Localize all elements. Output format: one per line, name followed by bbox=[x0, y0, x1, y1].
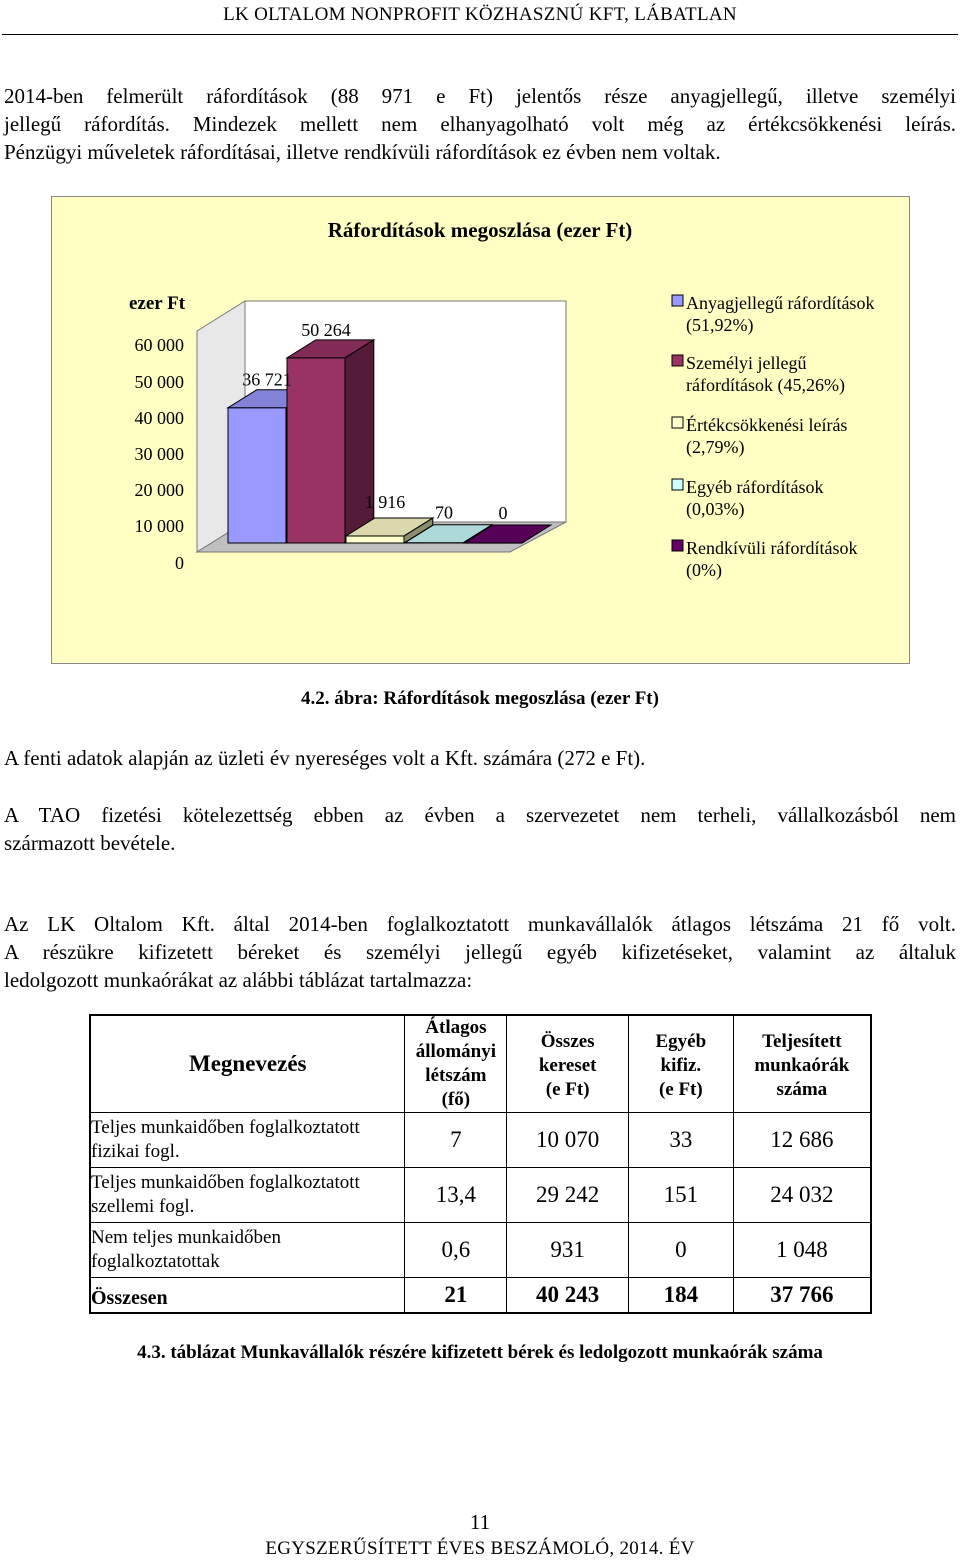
total-label: Összesen bbox=[90, 1278, 405, 1313]
legend-item bbox=[672, 353, 845, 396]
legend-label: (2,79%) bbox=[686, 437, 745, 457]
cell-total-pay: 10 070 bbox=[507, 1113, 629, 1168]
cell-hours: 24 032 bbox=[733, 1168, 871, 1223]
cell-other-pay: 33 bbox=[628, 1113, 733, 1168]
header-rule bbox=[2, 34, 958, 35]
bar-front bbox=[346, 536, 404, 543]
legend-swatch bbox=[672, 417, 683, 428]
legend-label: (0,03%) bbox=[686, 499, 745, 519]
y-tick-label: 0 bbox=[175, 553, 184, 573]
header-headcount: Átlagos állományi létszám (fő) bbox=[405, 1015, 507, 1113]
legend-label: (51,92%) bbox=[686, 315, 754, 335]
legend-item bbox=[672, 414, 847, 458]
legend-label: Értékcsökkenési leírás bbox=[686, 415, 848, 435]
y-tick-label: 50 000 bbox=[134, 372, 184, 392]
legend-label: Egyéb ráfordítások bbox=[686, 477, 824, 497]
y-tick-label: 10 000 bbox=[134, 516, 184, 536]
page-header: LK OLTALOM NONPROFIT KÖZHASZNÚ KFT, LÁBATLAN bbox=[223, 4, 737, 25]
intro-paragraph bbox=[4, 82, 956, 166]
total-pay: 40 243 bbox=[507, 1278, 629, 1313]
legend-swatch bbox=[672, 295, 683, 306]
bar-front bbox=[287, 358, 345, 543]
staff-line: ledolgozott munkaórákat az alábbi táblázat tartalmazza: bbox=[4, 968, 473, 992]
header-total-pay: Összes kereset (e Ft) bbox=[507, 1015, 629, 1113]
page-number: 11 bbox=[469, 1510, 491, 1534]
staff-table bbox=[89, 1014, 872, 1314]
y-tick-label: 40 000 bbox=[134, 408, 184, 428]
y-tick-label: 20 000 bbox=[134, 480, 184, 500]
legend-label: Személyi jellegű bbox=[686, 353, 807, 373]
bar-value-label: 36 721 bbox=[242, 369, 292, 390]
total-headcount: 21 bbox=[405, 1278, 507, 1313]
tao-paragraph bbox=[4, 801, 956, 857]
legend-label: ráfordítások (45,26%) bbox=[686, 375, 845, 395]
bar-value-label: 0 bbox=[498, 503, 508, 523]
header-name: Megnevezés bbox=[90, 1015, 405, 1113]
header-hours: Teljesített munkaórák száma bbox=[733, 1015, 871, 1113]
bar-front bbox=[228, 408, 286, 543]
y-axis-ticks bbox=[135, 335, 185, 573]
legend-label: (0%) bbox=[686, 560, 722, 580]
bar-value-label: 1 916 bbox=[364, 491, 406, 512]
cell-other-pay: 151 bbox=[628, 1168, 733, 1223]
bar-side bbox=[345, 340, 374, 543]
cell-headcount: 0,6 bbox=[405, 1223, 507, 1278]
bar-chart bbox=[52, 197, 909, 663]
tao-line: A TAO fizetési kötelezettség ebben az évben a szervezetet nem terheli, vállalkozásból nem bbox=[4, 803, 956, 827]
page-footer: EGYSZERŰSÍTETT ÉVES BESZÁMOLÓ, 2014. ÉV bbox=[265, 1538, 695, 1559]
header-other-pay: Egyéb kifiz. (e Ft) bbox=[628, 1015, 733, 1113]
legend-item bbox=[672, 477, 823, 520]
row-label: Teljes munkaidőben foglalkoztatott szellemi fogl. bbox=[90, 1168, 405, 1223]
cell-total-pay: 29 242 bbox=[507, 1168, 629, 1223]
intro-line: Pénzügyi műveletek ráfordításai, illetve rendkívüli ráfordítások ez évben nem voltak. bbox=[4, 140, 721, 164]
legend-item bbox=[672, 293, 874, 336]
staff-line: Az LK Oltalom Kft. által 2014-ben foglalkoztatott munkavállalók átlagos létszáma 21 fő volt. bbox=[4, 912, 956, 936]
chart-caption: 4.2. ábra: Ráfordítások megoszlása (ezer Ft) bbox=[301, 688, 659, 709]
legend-swatch bbox=[672, 540, 683, 551]
total-other-pay: 184 bbox=[628, 1278, 733, 1313]
legend-label: Rendkívüli ráfordítások bbox=[686, 538, 858, 558]
cell-headcount: 7 bbox=[405, 1113, 507, 1168]
row-label: Nem teljes munkaidőben foglalkoztatottak bbox=[90, 1223, 405, 1278]
cell-hours: 1 048 bbox=[733, 1223, 871, 1278]
table-row bbox=[90, 1113, 871, 1168]
chart-container bbox=[51, 196, 910, 664]
intro-line: jellegű ráfordítás. Mindezek mellett nem elhanyagolható volt még az értékcsökkenési leírás. bbox=[4, 112, 956, 136]
table-total-row bbox=[90, 1278, 871, 1313]
staff-line: A részükre kifizetett béreket és személyi jellegű egyéb kifizetéseket, valamint az általuk bbox=[4, 940, 956, 964]
chart-legend bbox=[672, 293, 874, 581]
y-axis-label: ezer Ft bbox=[128, 293, 186, 314]
cell-total-pay: 931 bbox=[507, 1223, 629, 1278]
bar bbox=[287, 340, 374, 543]
cell-headcount: 13,4 bbox=[405, 1168, 507, 1223]
legend-swatch bbox=[672, 479, 683, 490]
bar-value-label: 70 bbox=[435, 502, 453, 523]
chart-title: Ráfordítások megoszlása (ezer Ft) bbox=[327, 218, 633, 242]
total-hours: 37 766 bbox=[733, 1278, 871, 1313]
y-tick-label: 30 000 bbox=[134, 444, 184, 464]
legend-item bbox=[672, 538, 857, 581]
legend-label: Anyagjellegű ráfordítások bbox=[686, 293, 875, 313]
tao-line: származott bevétele. bbox=[4, 831, 176, 855]
cell-hours: 12 686 bbox=[733, 1113, 871, 1168]
staff-paragraph bbox=[4, 910, 956, 994]
table-row bbox=[90, 1223, 871, 1278]
table-caption: 4.3. táblázat Munkavállalók részére kifizetett bérek és ledolgozott munkaórák száma bbox=[137, 1342, 823, 1363]
cell-other-pay: 0 bbox=[628, 1223, 733, 1278]
bar-value-label: 50 264 bbox=[301, 319, 351, 340]
result-paragraph: A fenti adatok alapján az üzleti év nyereséges volt a Kft. számára (272 e Ft). bbox=[4, 746, 646, 770]
row-label: Teljes munkaidőben foglalkoztatott fizikai fogl. bbox=[90, 1113, 405, 1168]
table-header-row bbox=[90, 1015, 871, 1113]
table-row bbox=[90, 1168, 871, 1223]
legend-swatch bbox=[672, 355, 683, 366]
intro-line: 2014-ben felmerült ráfordítások (88 971 e Ft) jelentős része anyagjellegű, illetve személyi bbox=[4, 84, 956, 108]
y-tick-label: 60 000 bbox=[134, 335, 184, 355]
